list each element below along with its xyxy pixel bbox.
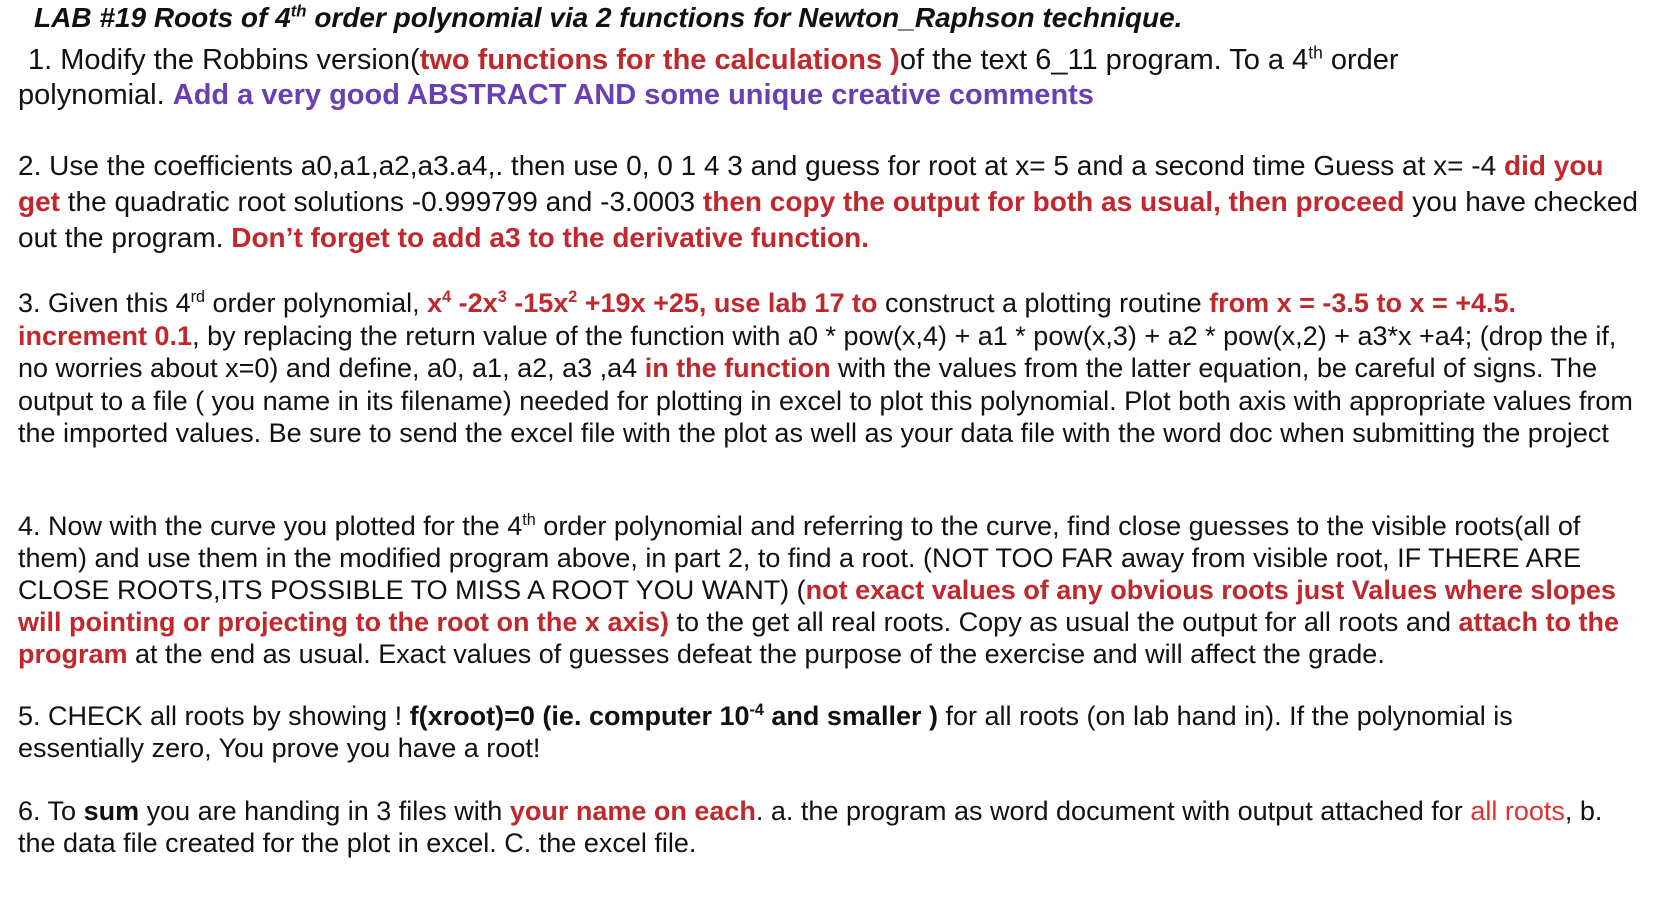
step-6-paragraph: 6. To sum you are handing in 3 files with your name on each. a. the program as word document with output attached for all roots, b. the data file created for the plot in excel. C. the excel file. [18,796,1603,858]
plot-range: from x = -3.5 to x = +4.5. increment 0.1 [18,288,1517,351]
step-5-paragraph: 5. CHECK all roots by showing ! f(xroot)=0 (ie. computer $10^{-4}$ and smaller ) for all roots (on lab hand in). If the polynomial is essentially zero, You prove you have a root! [18,701,1513,763]
lab-title: LAB #19 Roots of 4th order polynomial via 2 functions for Newton_Raphson technique. [34,1,1183,33]
polynomial-expression: $x^4$ $-2x^3$ $-15x^2 +19x +25$, use lab 17 to [427,288,878,318]
step-1-paragraph: 1. Modify the Robbins version(two functions for the calculations )of the text 6_11 program. To a 4th order polynomial. Add a very good ABSTRACT AND some unique creative comments [18,42,1399,111]
step-4-paragraph: 4. Now with the curve you plotted for the 4th order polynomial and referring to the curve, find close guesses to the visible roots(all of them) and use them in the modified program above, in part 2, to find a root. (NOT TOO FAR away from visible root, IF THERE ARE CLOSE ROOTS,ITS POSSIBLE TO MISS A ROOT YOU WANT) (not exact values of any obvious roots just Values where slopes will pointing or projecting to the root on the x axis) to the get all real roots. Copy as usual the output for all roots and attach to the program at the end as usual. Exact values of guesses defeat the purpose of the exercise and will affect the grade. [18,511,1619,669]
highlight-two-functions: two functions for the calculations ) [419,44,900,76]
step-3-paragraph: 3. Given this 4rd order polynomial, $x^4$ $-2x^3$ $-15x^2 +19x +25$, use lab 17 to construct a plotting routine from x = -3.5 to x = +4.5. increment 0.1, by replacing the return value of the function with a0 * pow(x,4) + a1 * pow(x,3) + a2 * pow(x,2) + a3*x +a4; (drop the if, no worries about x=0) and define, a0, a1, a2, a3 ,a4 in the function with the values from the latter equation, be careful of signs. The output to a file ( you name in its filename) needed for plotting in excel to plot this polynomial. Plot both axis with appropriate values from the imported values. Be sure to send the excel file with the plot as well as your data file with the word doc when submitting the project [18,288,1633,448]
step-2-paragraph: 2. Use the coefficients a0,a1,a2,a3.a4,. then use 0, 0 1 4 3 and guess for root at x= 5 and a second time Guess at x= -4 did you get the quadratic root solutions -0.999799 and -3.0003 then copy the output for both as usual, then proceed you have checked out the program. Don’t forget to add a3 to the derivative function. [18,150,1638,253]
highlight-abstract: Add a very good ABSTRACT AND some unique creative comments [172,79,1094,111]
